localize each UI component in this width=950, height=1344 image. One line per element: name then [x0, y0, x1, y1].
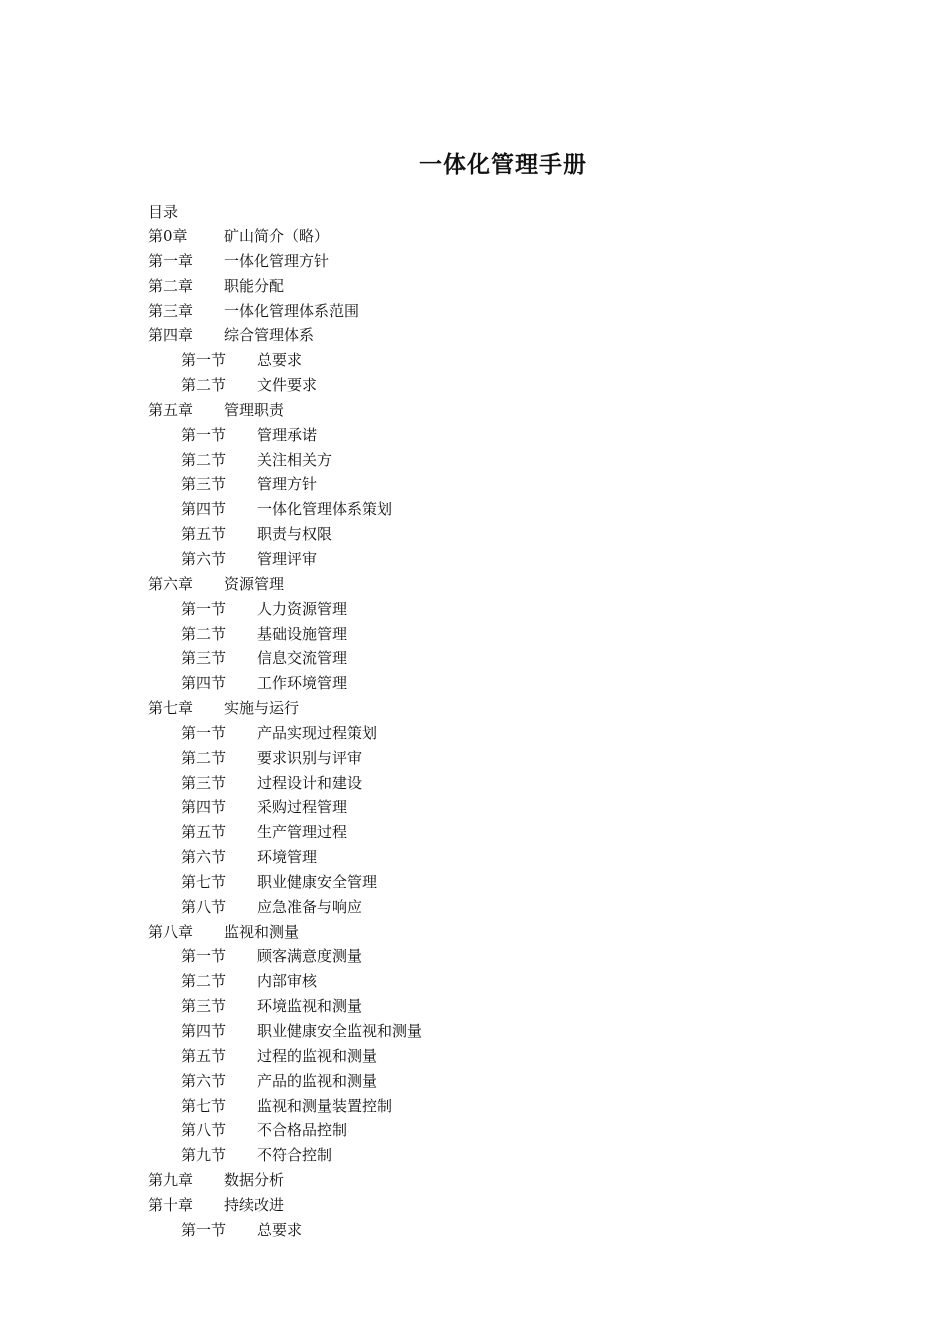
toc-entry-title: 综合管理体系: [224, 326, 315, 345]
toc-entry-title: 职业健康安全管理: [257, 872, 378, 891]
toc-section-entry: [148, 944, 422, 969]
toc-entry-title: 管理评审: [257, 549, 318, 568]
toc-entry-number: 第一节: [181, 599, 227, 618]
toc-entry-title: 关注相关方: [257, 450, 333, 469]
toc-section-entry: [148, 1094, 422, 1119]
toc-chapter-entry: [148, 299, 422, 324]
toc-section-entry: [148, 472, 422, 497]
toc-entry-number: 第四节: [181, 674, 227, 693]
toc-section-entry: [148, 671, 422, 696]
toc-section-entry: [148, 1019, 422, 1044]
toc-heading: 目录: [148, 203, 179, 221]
toc-entry-number: 第八节: [181, 897, 227, 916]
toc-section-entry: [148, 597, 422, 622]
table-of-contents: [148, 224, 422, 1243]
toc-entry-number: 第三节: [181, 997, 227, 1016]
toc-section-entry: [148, 994, 422, 1019]
toc-section-entry: [148, 820, 422, 845]
toc-entry-title: 顾客满意度测量: [257, 947, 363, 966]
toc-chapter-entry: [148, 1193, 422, 1218]
toc-entry-number: 第三节: [181, 475, 227, 494]
toc-entry-number: 第一节: [181, 947, 227, 966]
toc-entry-title: 过程的监视和测量: [257, 1046, 378, 1065]
toc-entry-number: 第二章: [148, 276, 194, 295]
toc-entry-title: 不合格品控制: [257, 1121, 348, 1140]
toc-entry-title: 管理方针: [257, 475, 318, 494]
toc-entry-title: 持续改进: [224, 1195, 285, 1214]
toc-chapter-entry: [148, 274, 422, 299]
toc-chapter-entry: [148, 249, 422, 274]
toc-entry-number: 第三节: [181, 773, 227, 792]
toc-entry-title: 一体化管理体系范围: [224, 301, 360, 320]
toc-chapter-entry: [148, 572, 422, 597]
toc-entry-number: 第四节: [181, 798, 227, 817]
toc-entry-number: 第四章: [148, 326, 194, 345]
toc-entry-title: 环境管理: [257, 848, 318, 867]
toc-entry-number: 第三章: [148, 301, 194, 320]
toc-entry-title: 要求识别与评审: [257, 748, 363, 767]
toc-entry-title: 人力资源管理: [257, 599, 348, 618]
toc-section-entry: [148, 721, 422, 746]
toc-entry-title: 职业健康安全监视和测量: [257, 1022, 423, 1040]
toc-section-entry: [148, 845, 422, 870]
toc-entry-title: 管理职责: [224, 400, 285, 419]
toc-entry-title: 采购过程管理: [257, 798, 348, 817]
toc-entry-title: 内部审核: [257, 972, 318, 991]
toc-entry-title: 矿山简介（略）: [224, 227, 330, 245]
toc-entry-title: 职责与权限: [257, 525, 333, 544]
toc-section-entry: [148, 448, 422, 473]
toc-section-entry: [148, 1044, 422, 1069]
toc-section-entry: [148, 771, 422, 796]
toc-entry-number: 第一节: [181, 723, 227, 742]
toc-entry-title: 基础设施管理: [257, 624, 348, 643]
toc-entry-number: 第五节: [181, 823, 227, 842]
toc-entry-title: 职能分配: [224, 276, 285, 295]
toc-entry-number: 第三节: [181, 649, 227, 668]
toc-section-entry: [148, 795, 422, 820]
toc-section-entry: [148, 522, 422, 547]
toc-entry-number: 第二节: [181, 624, 227, 643]
toc-entry-title: 过程设计和建设: [257, 773, 363, 792]
toc-entry-number: 第五节: [181, 525, 227, 544]
toc-section-entry: [148, 746, 422, 771]
toc-section-entry: [148, 1218, 422, 1243]
toc-entry-number: 第七章: [148, 699, 194, 718]
toc-section-entry: [148, 348, 422, 373]
toc-entry-title: 监视和测量装置控制: [257, 1096, 393, 1115]
toc-entry-number: 第六节: [181, 1071, 227, 1090]
toc-entry-title: 信息交流管理: [257, 649, 348, 668]
toc-section-entry: [148, 622, 422, 647]
toc-entry-title: 产品实现过程策划: [257, 723, 378, 742]
toc-entry-title: 总要求: [257, 1220, 303, 1239]
toc-entry-title: 生产管理过程: [257, 823, 348, 842]
toc-entry-title: 应急准备与响应: [257, 897, 363, 916]
toc-chapter-entry: [148, 398, 422, 423]
toc-entry-number: 第一节: [181, 1220, 227, 1239]
toc-entry-title: 产品的监视和测量: [257, 1071, 378, 1090]
toc-entry-number: 第二节: [181, 748, 227, 767]
toc-entry-title: 环境监视和测量: [257, 997, 363, 1016]
toc-entry-title: 工作环境管理: [257, 674, 348, 693]
toc-section-entry: [148, 870, 422, 895]
toc-entry-number: 第六节: [181, 848, 227, 867]
toc-entry-number: 第十章: [148, 1195, 194, 1214]
toc-entry-number: 第二节: [181, 972, 227, 991]
toc-entry-number: 第一节: [181, 425, 227, 444]
toc-entry-number: 第一章: [148, 251, 194, 270]
toc-entry-number: 第一节: [181, 351, 227, 370]
toc-section-entry: [148, 1118, 422, 1143]
toc-chapter-entry: [148, 323, 422, 348]
toc-entry-number: 第五节: [181, 1046, 227, 1065]
toc-section-entry: [148, 423, 422, 448]
toc-entry-number: 第二节: [181, 376, 227, 395]
toc-entry-number: 第四节: [181, 500, 227, 519]
toc-entry-number: 第二节: [181, 450, 227, 469]
toc-entry-title: 一体化管理体系策划: [257, 500, 393, 519]
toc-entry-number: 第七节: [181, 1096, 227, 1115]
toc-entry-title: 不符合控制: [257, 1146, 333, 1165]
toc-entry-title: 数据分析: [224, 1171, 285, 1190]
toc-entry-number: 第七节: [181, 872, 227, 891]
toc-entry-title: 一体化管理方针: [224, 251, 330, 270]
toc-entry-number: 第八节: [181, 1121, 227, 1140]
toc-chapter-entry: [148, 1168, 422, 1193]
toc-section-entry: [148, 969, 422, 994]
toc-entry-number: 第六章: [148, 574, 194, 593]
toc-entry-title: 管理承诺: [257, 425, 318, 444]
toc-entry-number: 第六节: [181, 549, 227, 568]
toc-entry-title: 实施与运行: [224, 699, 300, 718]
toc-section-entry: [148, 895, 422, 920]
toc-chapter-entry: [148, 224, 422, 249]
document-title: 一体化管理手册: [419, 152, 587, 178]
toc-chapter-entry: [148, 696, 422, 721]
toc-chapter-entry: [148, 920, 422, 945]
toc-entry-title: 总要求: [257, 351, 303, 370]
toc-entry-number: 第0章: [148, 227, 188, 245]
toc-section-entry: [148, 646, 422, 671]
toc-entry-title: 文件要求: [257, 376, 318, 395]
toc-entry-number: 第五章: [148, 400, 194, 419]
toc-entry-number: 第九章: [148, 1171, 194, 1190]
toc-section-entry: [148, 497, 422, 522]
toc-section-entry: [148, 373, 422, 398]
toc-section-entry: [148, 1143, 422, 1168]
toc-section-entry: [148, 1069, 422, 1094]
toc-entry-title: 资源管理: [224, 574, 285, 593]
toc-entry-number: 第九节: [181, 1146, 227, 1165]
toc-section-entry: [148, 547, 422, 572]
toc-entry-number: 第四节: [181, 1022, 227, 1040]
toc-entry-number: 第八章: [148, 922, 194, 941]
toc-entry-title: 监视和测量: [224, 922, 300, 941]
